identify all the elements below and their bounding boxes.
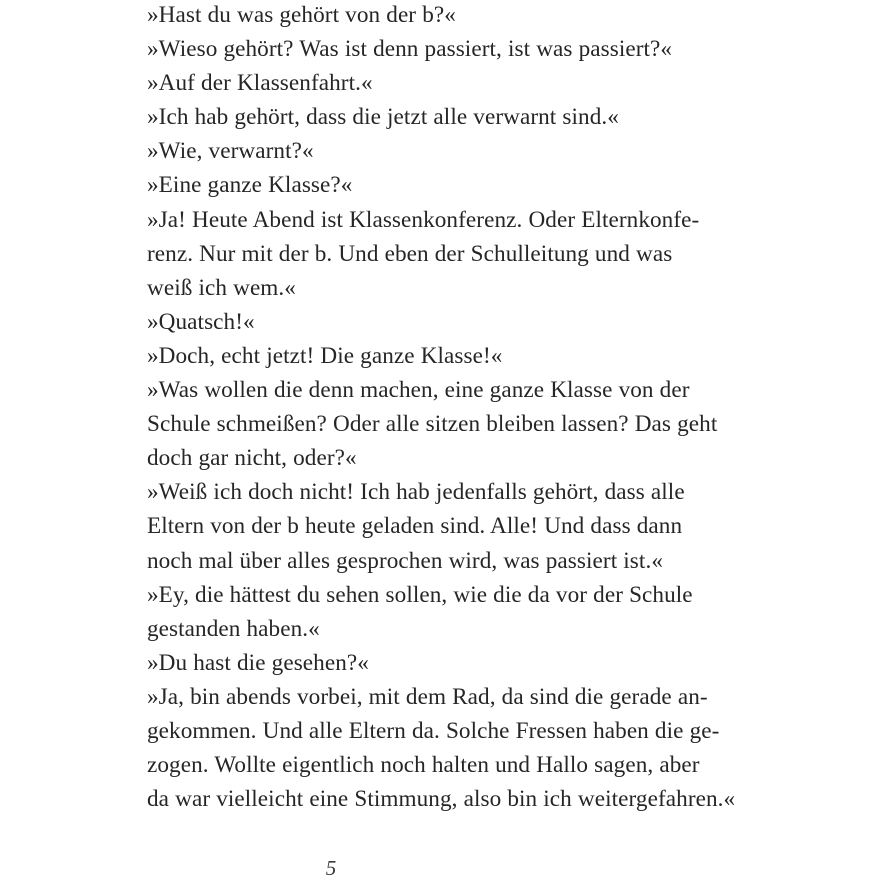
paragraph bbox=[147, 578, 755, 646]
text-line: »Wieso gehört? Was ist denn passiert, ist was passiert?« bbox=[147, 36, 673, 63]
text-line: noch mal über alles gesprochen wird, was passiert ist.« bbox=[147, 547, 663, 574]
text-line: »Hast du was gehört von der b?« bbox=[147, 2, 456, 28]
text-line: doch gar nicht, oder?« bbox=[147, 445, 357, 472]
text-line: zogen. Wollte eigentlich noch halten und Hallo sagen, aber bbox=[147, 752, 700, 779]
paragraph bbox=[147, 305, 747, 339]
text-line: renz. Nur mit der b. Und eben der Schulleitung und was bbox=[147, 240, 673, 267]
text-line: »Weiß ich doch nicht! Ich hab jedenfalls gehört, dass alle bbox=[147, 479, 685, 506]
text-line: »Ich hab gehört, dass die jetzt alle verwarnt sind.« bbox=[147, 104, 619, 131]
text-line: weiß ich wem.« bbox=[147, 274, 296, 301]
page-number: 5 bbox=[325, 856, 337, 880]
paragraph bbox=[147, 134, 747, 168]
text-line: »Eine ganze Klasse?« bbox=[147, 172, 353, 199]
text-line: »Doch, echt jetzt! Die ganze Klasse!« bbox=[147, 342, 503, 369]
paragraph bbox=[147, 680, 759, 816]
text-line: »Du hast die gesehen?« bbox=[147, 649, 369, 676]
paragraph bbox=[147, 66, 747, 100]
paragraph bbox=[147, 168, 747, 202]
paragraph bbox=[147, 0, 747, 32]
body-text bbox=[147, 0, 747, 816]
text-line: Eltern von der b heute geladen sind. Alle! Und dass dann bbox=[147, 513, 683, 540]
text-line: »Ey, die hättest du sehen sollen, wie die da vor der Schule bbox=[147, 581, 693, 608]
text-line: »Wie, verwarnt?« bbox=[147, 138, 314, 165]
paragraph bbox=[147, 373, 755, 475]
text-line: »Quatsch!« bbox=[147, 308, 255, 335]
text-line: »Was wollen die denn machen, eine ganze Klasse von der bbox=[147, 377, 690, 404]
text-line: Schule schmeißen? Oder alle sitzen bleiben lassen? Das geht bbox=[147, 411, 718, 438]
paragraph bbox=[147, 100, 747, 134]
paragraph bbox=[147, 32, 747, 66]
text-line: gestanden haben.« bbox=[147, 615, 320, 642]
paragraph bbox=[147, 339, 747, 373]
paragraph bbox=[147, 646, 747, 680]
paragraph bbox=[147, 203, 755, 305]
text-line: »Ja, bin abends vorbei, mit dem Rad, da sind die gerade an- bbox=[147, 683, 708, 710]
paragraph bbox=[147, 475, 755, 577]
text-line: »Ja! Heute Abend ist Klassenkonferenz. Oder Elternkonfe- bbox=[147, 206, 700, 233]
text-line: »Auf der Klassenfahrt.« bbox=[147, 70, 373, 97]
text-line: da war vielleicht eine Stimmung, also bin ich weitergefahren.« bbox=[147, 786, 736, 813]
text-line: gekommen. Und alle Eltern da. Solche Fressen haben die ge- bbox=[147, 717, 720, 744]
